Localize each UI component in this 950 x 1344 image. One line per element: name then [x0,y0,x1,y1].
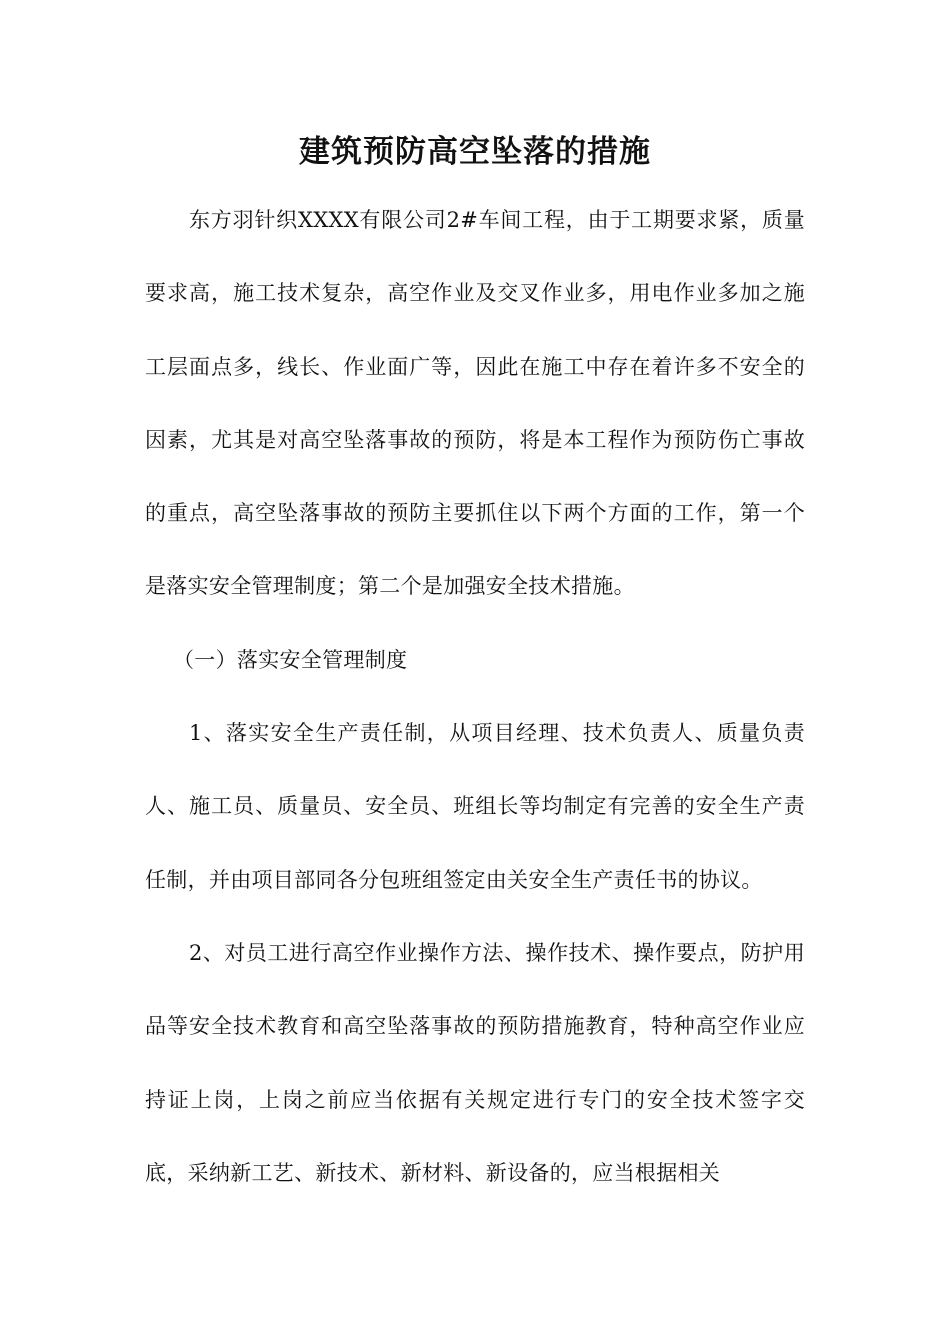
document-body [145,184,805,1210]
item-2-paragraph: 2、对员工进行高空作业操作方法、操作技术、操作要点，防护用品等安全技术教育和高空坠落事故的预防措施教育，特种高空作业应持证上岗，上岗之前应当依据有关规定进行专门的安全技术签字交底，采纳新工艺、新技术、新材料、新设备的，应当根据相关 [145,940,805,1185]
document-title: 建筑预防高空坠落的措施 [299,134,651,170]
intro-paragraph: 东方羽针织XXXX有限公司2#车间工程，由于工期要求紧，质量要求高，施工技术复杂，高空作业及交叉作业多，用电作业多加之施工层面点多，线长、作业面广等，因此在施工中存在着许多不安全的因素，尤其是对高空坠落事故的预防，将是本工程作为预防伤亡事故的重点，高空坠落事故的预防主要抓住以下两个方面的工作，第一个是落实安全管理制度；第二个是加强安全技术措施。 [145,208,805,599]
item-1-paragraph: 1、落实安全生产责任制，从项目经理、技术负责人、质量负责人、施工员、质量员、安全员、班组长等均制定有完善的安全生产责任制，并由项目部同各分包班组签定由关安全生产责任书的协议。 [145,721,805,892]
section-heading: （一）落实安全管理制度 [173,647,408,672]
